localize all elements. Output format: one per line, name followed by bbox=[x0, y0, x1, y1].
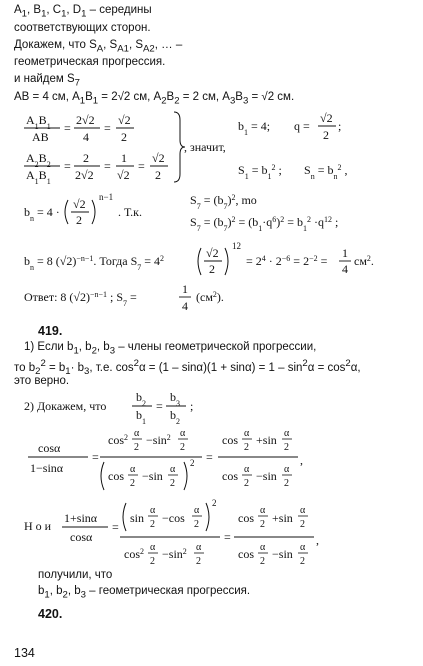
bn-formula-2 bbox=[24, 243, 419, 283]
svg-text:α: α bbox=[260, 505, 266, 516]
problem-419-line-2: то $b_2^2 = b_1\cdot b_3$, т.е. $\cos^2\alpha = (1 - \sin\alpha)(1 + \sin\alpha) = 1 - \sin^2\alpha = \cos^2\alpha$, bbox=[14, 358, 361, 378]
svg-text:A2B2: $A_2B_2$ bbox=[26, 151, 51, 169]
svg-text:√2: √2 bbox=[320, 111, 333, 125]
svg-text:α: α bbox=[284, 428, 290, 439]
svg-text:S7 = (b7)2, mo: $S_7 = (b_7)^2$, mo bbox=[190, 192, 257, 211]
svg-text:2: 2 bbox=[170, 478, 175, 489]
svg-text:2: 2 bbox=[83, 151, 89, 165]
svg-text:cosα: cosα bbox=[38, 441, 61, 455]
svg-text:cos: cos bbox=[238, 511, 254, 525]
svg-text:α: α bbox=[130, 464, 136, 475]
svg-text:2: 2 bbox=[244, 478, 249, 489]
svg-text:;: ; bbox=[190, 399, 194, 413]
svg-text:α: α bbox=[150, 505, 156, 516]
problem-419-line-1: 1) Если $b_1$, $b_2$, $b_3$ – члены геометрической прогрессии, bbox=[24, 341, 317, 357]
svg-text:√2: √2 bbox=[152, 151, 165, 165]
svg-text:sin: sin bbox=[130, 511, 145, 525]
svg-text:b2: $b_2$ bbox=[170, 408, 180, 426]
svg-text:см2.: $см^2$. bbox=[354, 253, 374, 268]
svg-text:−sin: −sin bbox=[142, 469, 163, 483]
svg-text:2: 2 bbox=[260, 519, 265, 530]
svg-text:α: α bbox=[244, 464, 250, 475]
svg-text:q =: q = bbox=[294, 119, 310, 133]
equation-2 bbox=[24, 500, 419, 580]
svg-text:2: 2 bbox=[155, 168, 161, 182]
svg-text:=: = bbox=[64, 159, 71, 173]
svg-text:=: = bbox=[64, 121, 71, 135]
problem-419-line-5: получили, что bbox=[38, 569, 113, 581]
svg-text:2: 2 bbox=[196, 556, 201, 567]
svg-text:2: 2 bbox=[284, 442, 289, 453]
svg-text:−cos: −cos bbox=[162, 511, 185, 525]
svg-text:Н о и: Н о и bbox=[24, 519, 52, 533]
svg-text:cos: cos bbox=[108, 469, 124, 483]
svg-text:2: 2 bbox=[194, 519, 199, 530]
svg-text:2: 2 bbox=[76, 213, 82, 227]
problem-419-number: 419. bbox=[38, 324, 63, 338]
svg-text:=: = bbox=[224, 530, 231, 544]
svg-text:cos: cos bbox=[222, 469, 238, 483]
svg-text:(см2).: $(см^2)$. bbox=[196, 289, 224, 304]
svg-text:2: 2 bbox=[323, 128, 329, 142]
b1-q-and-s1 bbox=[232, 110, 422, 190]
svg-text:1: 1 bbox=[182, 282, 188, 296]
svg-text:2√2: 2√2 bbox=[75, 168, 94, 182]
svg-text:b2: $b_2$ bbox=[136, 390, 146, 408]
bn-formula-1 bbox=[24, 190, 414, 240]
svg-text:2: 2 bbox=[244, 442, 249, 453]
svg-text:1: 1 bbox=[342, 246, 348, 260]
svg-text:S1 = b12 ;: $S_1 = b_1^2$ ; bbox=[238, 162, 282, 181]
intro-line-4: геометрическая прогрессия. bbox=[14, 56, 166, 68]
svg-text:α: α bbox=[150, 542, 156, 553]
svg-text:cos2: $\cos^2$ bbox=[108, 432, 128, 447]
svg-text:,: , bbox=[316, 533, 319, 547]
svg-text:cos: cos bbox=[238, 547, 254, 561]
prove-ratio bbox=[24, 388, 264, 428]
problem-419-line-3: это верно. bbox=[14, 375, 70, 387]
svg-text:2: 2 bbox=[260, 556, 265, 567]
svg-text:α: α bbox=[244, 428, 250, 439]
svg-text:2: 2 bbox=[209, 262, 215, 276]
svg-text:+sin: +sin bbox=[272, 511, 293, 525]
svg-text:2: 2 bbox=[180, 442, 185, 453]
svg-text:2: 2 bbox=[130, 478, 135, 489]
svg-text:α: α bbox=[300, 505, 306, 516]
svg-text:α: α bbox=[284, 464, 290, 475]
svg-text:α: α bbox=[196, 542, 202, 553]
svg-text:=: = bbox=[138, 159, 145, 173]
svg-text:=: = bbox=[156, 399, 163, 413]
svg-text:2: 2 bbox=[300, 519, 305, 530]
svg-text:2: 2 bbox=[190, 458, 195, 468]
svg-text:−sin2: $-\sin^2$ bbox=[146, 432, 171, 447]
svg-text:S7 = (b7)2 = (b1·q6)2 = b12 ·q: $S_7 = (b_7)^2 = (b_1\cdot q^6)^2 = b_1^2 \cdot q^{12}$ ; bbox=[190, 214, 339, 233]
svg-text:=: = bbox=[92, 450, 99, 464]
svg-text:,: , bbox=[300, 453, 303, 467]
answer-line bbox=[24, 283, 324, 317]
problem-420-number: 420. bbox=[38, 607, 63, 621]
svg-text:=: = bbox=[104, 159, 111, 173]
svg-text:cosα: cosα bbox=[70, 530, 93, 544]
svg-text:1−sinα: 1−sinα bbox=[30, 461, 64, 475]
svg-text:1: 1 bbox=[121, 151, 127, 165]
intro-line-1: $A_1$, $B_1$, $C_1$, $D_1$ – середины bbox=[14, 4, 152, 20]
svg-text:12: 12 bbox=[232, 241, 241, 251]
page-number: 134 bbox=[14, 646, 35, 660]
svg-text:+sin: +sin bbox=[256, 433, 277, 447]
svg-text:cos2: $\cos^2$ bbox=[124, 546, 144, 561]
intro-line-2: соответствующих сторон. bbox=[14, 22, 151, 34]
svg-text:−sin2: $-\sin^2$ bbox=[162, 546, 187, 561]
svg-text:4: 4 bbox=[83, 130, 89, 144]
svg-text:2: 2 bbox=[284, 478, 289, 489]
svg-text:−sin: −sin bbox=[256, 469, 277, 483]
intro-line-5: и найдем $S_7$ bbox=[14, 73, 80, 89]
svg-text:α: α bbox=[260, 542, 266, 553]
svg-text:Ответ: 8 (√2)−n−1 ; S7 =: Ответ: 8 $(√2)^{-n-1}$ ; $S_7$ = bbox=[24, 289, 137, 308]
svg-text:2: 2 bbox=[300, 556, 305, 567]
svg-text:n−1: n−1 bbox=[99, 192, 114, 202]
svg-text:α: α bbox=[134, 428, 140, 439]
svg-text:4: 4 bbox=[342, 262, 348, 276]
intro-line-6: AB = 4 см, $A_1B_1 = 2√2$ см, $A_2B_2 = 2$ см, $A_3B_3 = √2$ см. bbox=[14, 91, 295, 107]
svg-text:√2: √2 bbox=[117, 168, 130, 182]
svg-text:α: α bbox=[170, 464, 176, 475]
svg-text:√2: √2 bbox=[118, 113, 131, 127]
intro-line-3: Докажем, что $S_A$, $S_{A1}$, $S_{A2}$, … – bbox=[14, 39, 183, 55]
svg-text:2: 2 bbox=[212, 498, 217, 508]
svg-text:;: ; bbox=[338, 119, 342, 133]
svg-text:2: 2 bbox=[150, 556, 155, 567]
svg-text:2√2: 2√2 bbox=[76, 113, 95, 127]
svg-text:α: α bbox=[194, 505, 200, 516]
svg-text:4: 4 bbox=[182, 299, 188, 313]
svg-text:cos: cos bbox=[222, 433, 238, 447]
svg-text:A1B1: $A_1B_1$ bbox=[26, 168, 51, 186]
svg-text:2: 2 bbox=[134, 442, 139, 453]
svg-text:√2: √2 bbox=[73, 197, 86, 211]
svg-text:. Т.к.: . Т.к. bbox=[118, 205, 142, 219]
svg-text:=: = bbox=[206, 450, 213, 464]
svg-text:√2: √2 bbox=[206, 246, 219, 260]
svg-text:= 24 · 2−6 = 2−2 =: = $2^4 \cdot 2^{-6} = 2^{-2}$ = bbox=[246, 253, 328, 268]
svg-text:Sn = bn2 ,: $S_n = b_n^2$ , bbox=[304, 162, 348, 181]
svg-text:A1B1: $A_1B_1$ bbox=[26, 113, 51, 131]
problem-419-line-6: $b_1$, $b_2$, $b_3$ – геометрическая прогрессия. bbox=[38, 585, 251, 601]
svg-text:2) Докажем, что: 2) Докажем, что bbox=[24, 399, 107, 413]
svg-text:=: = bbox=[112, 520, 119, 534]
svg-text:, значит,: , значит, bbox=[184, 140, 226, 154]
svg-text:b1 = 4;: $b_1 = 4$; bbox=[238, 119, 271, 137]
svg-text:bn = 8 (√2)−n−1. Тогда S7 = 42: $b_n = 8$ $(√2)^{-n-1}$. Тогда $S_7 = 4^2$ bbox=[24, 253, 165, 272]
svg-text:1+sinα: 1+sinα bbox=[64, 511, 98, 525]
svg-text:=: = bbox=[104, 121, 111, 135]
svg-text:α: α bbox=[180, 428, 186, 439]
equation-1 bbox=[24, 424, 419, 504]
svg-text:−sin: −sin bbox=[272, 547, 293, 561]
svg-text:2: 2 bbox=[150, 519, 155, 530]
svg-text:b1: $b_1$ bbox=[136, 408, 146, 426]
svg-text:AB: AB bbox=[32, 130, 49, 144]
svg-text:bn = 4 ·: $b_n = 4$ · bbox=[24, 205, 60, 223]
svg-text:b3: $b_3$ bbox=[170, 390, 180, 408]
svg-text:2: 2 bbox=[121, 130, 127, 144]
svg-text:α: α bbox=[300, 542, 306, 553]
